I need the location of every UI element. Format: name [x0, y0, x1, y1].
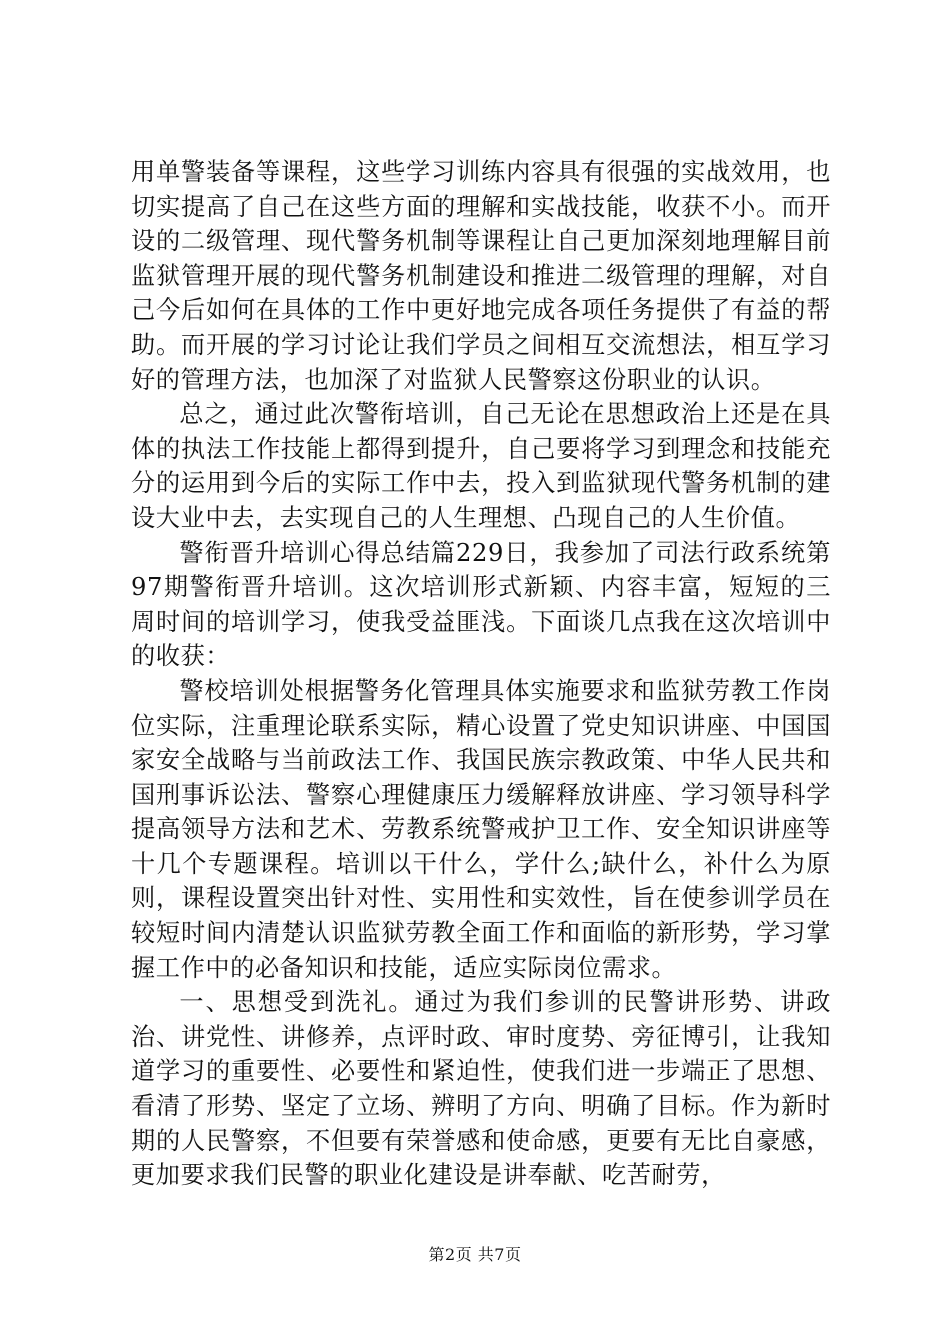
- document-body: [131, 155, 831, 1193]
- paragraph-2: 总之，通过此次警衔培训，自己无论在思想政治上还是在具体的执法工作技能上都得到提升，自己要将学习到理念和技能充分的运用到今后的实际工作中去，投入到监狱现代警务机制的建设大业中去，去实现自己的人生理想、凸现自己的人生价值。: [131, 400, 831, 532]
- page-number-label: 第2页 共7页: [428, 1245, 522, 1264]
- page-footer: [0, 1244, 950, 1266]
- paragraph-4: 警校培训处根据警务化管理具体实施要求和监狱劳教工作岗位实际，注重理论联系实际，精心设置了党史知识讲座、中国国家安全战略与当前政法工作、我国民族宗教政策、中华人民共和国刑事诉讼法、警察心理健康压力缓解释放讲座、学习领导科学提高领导方法和艺术、劳教系统警戒护卫工作、安全知识讲座等十几个专题课程。培训以干什么，学什么;缺什么，补什么为原则，课程设置突出针对性、实用性和实效性，旨在使参训学员在较短时间内清楚认识监狱劳教全面工作和面临的新形势，学习掌握工作中的必备知识和技能，适应实际岗位需求。: [131, 676, 831, 982]
- paragraph-1: 用单警装备等课程，这些学习训练内容具有很强的实战效用，也切实提高了自己在这些方面的理解和实战技能，收获不小。而开设的二级管理、现代警务机制等课程让自己更加深刻地理解目前监狱管理开展的现代警务机制建设和推进二级管理的理解，对自己今后如何在具体的工作中更好地完成各项任务提供了有益的帮助。而开展的学习讨论让我们学员之间相互交流想法，相互学习好的管理方法，也加深了对监狱人民警察这份职业的认识。: [131, 158, 831, 394]
- paragraph-3: 警衔晋升培训心得总结篇229日，我参加了司法行政系统第97期警衔晋升培训。这次培训形式新颖、内容丰富，短短的三周时间的培训学习，使我受益匪浅。下面谈几点我在这次培训中的收获：: [131, 538, 831, 671]
- paragraph-5: 一、思想受到洗礼。通过为我们参训的民警讲形势、讲政治、讲党性、讲修养，点评时政、审时度势、旁征博引，让我知道学习的重要性、必要性和紧迫性，使我们进一步端正了思想、看清了形势、坚定了立场、辨明了方向、明确了目标。作为新时期的人民警察，不但要有荣誉感和使命感，更要有无比自豪感，更加要求我们民警的职业化建设是讲奉献、吃苦耐劳，: [131, 988, 831, 1190]
